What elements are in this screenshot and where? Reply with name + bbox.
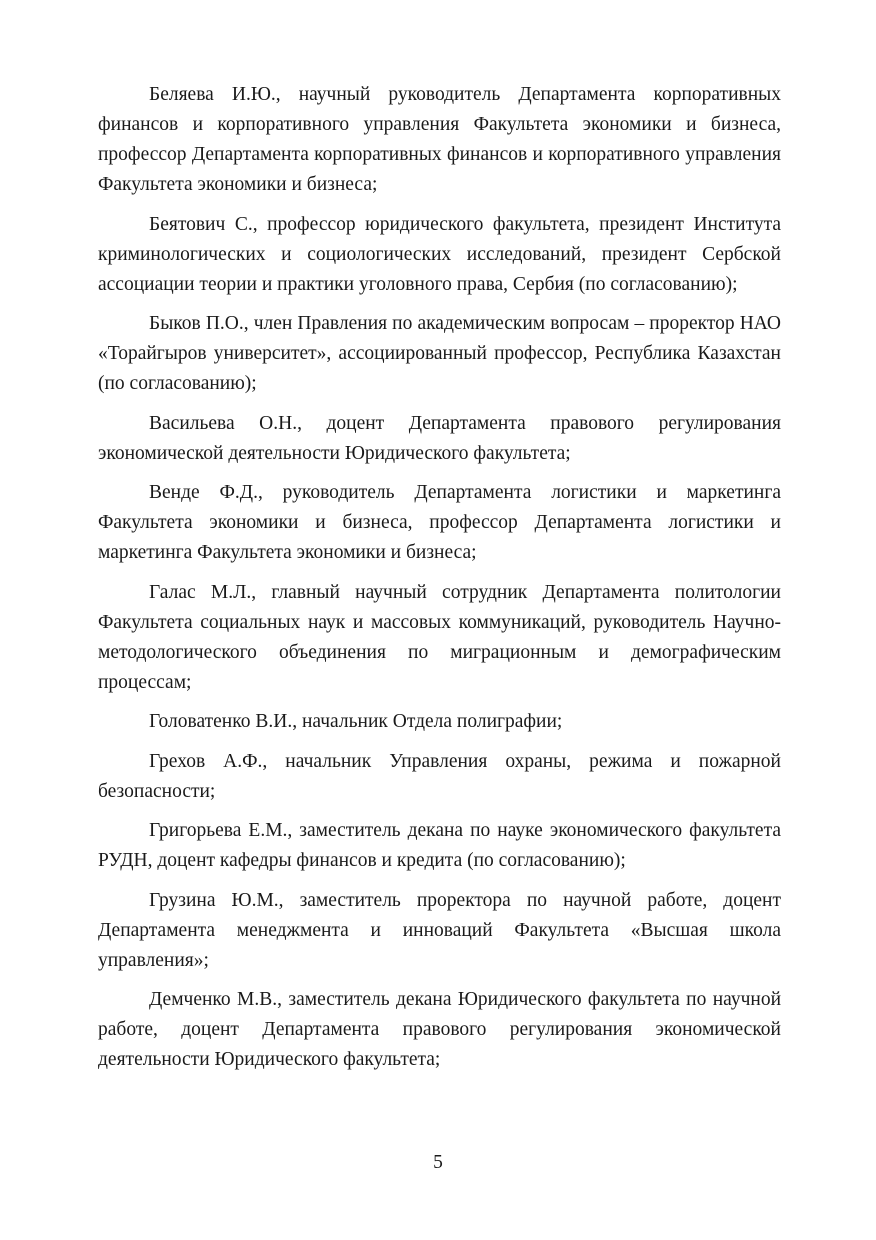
document-body [98, 80, 781, 1085]
paragraph-belyaeva: Беляева И.Ю., научный руководитель Департамента корпоративных финансов и корпоративного управления Факультета экономики и бизнеса, профессор Департамента корпоративных финансов и корпоративного управления Факультета экономики и бизнеса; [98, 84, 781, 195]
paragraph-demchenko: Демченко М.В., заместитель декана Юридического факультета по научной работе, доцент Департамента правового регулирования экономической деятельности Юридического факультета; [98, 989, 781, 1070]
paragraph-beyatovich: Беятович С., профессор юридического факультета, президент Института криминологических и социологических исследований, президент Сербской ассоциации теории и практики уголовного права, Сербия (по согласованию); [98, 213, 781, 295]
paragraph-galas: Галас М.Л., главный научный сотрудник Департамента политологии Факультета социальных наук и массовых коммуникаций, руководитель Научно-методологического объединения по миграционным и демографическим процессам; [98, 581, 781, 693]
page-number: 5 [433, 1152, 443, 1173]
paragraph-grekhov: Грехов А.Ф., начальник Управления охраны, режима и пожарной безопасности; [98, 750, 781, 802]
paragraph-golovatenko: Головатенко В.И., начальник Отдела полиграфии; [149, 711, 563, 732]
paragraph-gruzina: Грузина Ю.М., заместитель проректора по научной работе, доцент Департамента менеджмента и инноваций Факультета «Высшая школа управления»; [98, 889, 781, 971]
paragraph-vende: Венде Ф.Д., руководитель Департамента логистики и маркетинга Факультета экономики и бизнеса, профессор Департамента логистики и маркетинга Факультета экономики и бизнеса; [98, 482, 781, 563]
paragraph-vasilyeva: Васильева О.Н., доцент Департамента правового регулирования экономической деятельности Юридического факультета; [98, 412, 781, 464]
paragraph-grigoryeva: Григорьева Е.М., заместитель декана по науке экономического факультета РУДН, доцент кафедры финансов и кредита (по согласованию); [98, 820, 781, 871]
paragraph-bykov: Быков П.О., член Правления по академическим вопросам – проректор НАО «Торайгыров университет», ассоциированный профессор, Республика Казахстан (по согласованию); [98, 313, 781, 394]
